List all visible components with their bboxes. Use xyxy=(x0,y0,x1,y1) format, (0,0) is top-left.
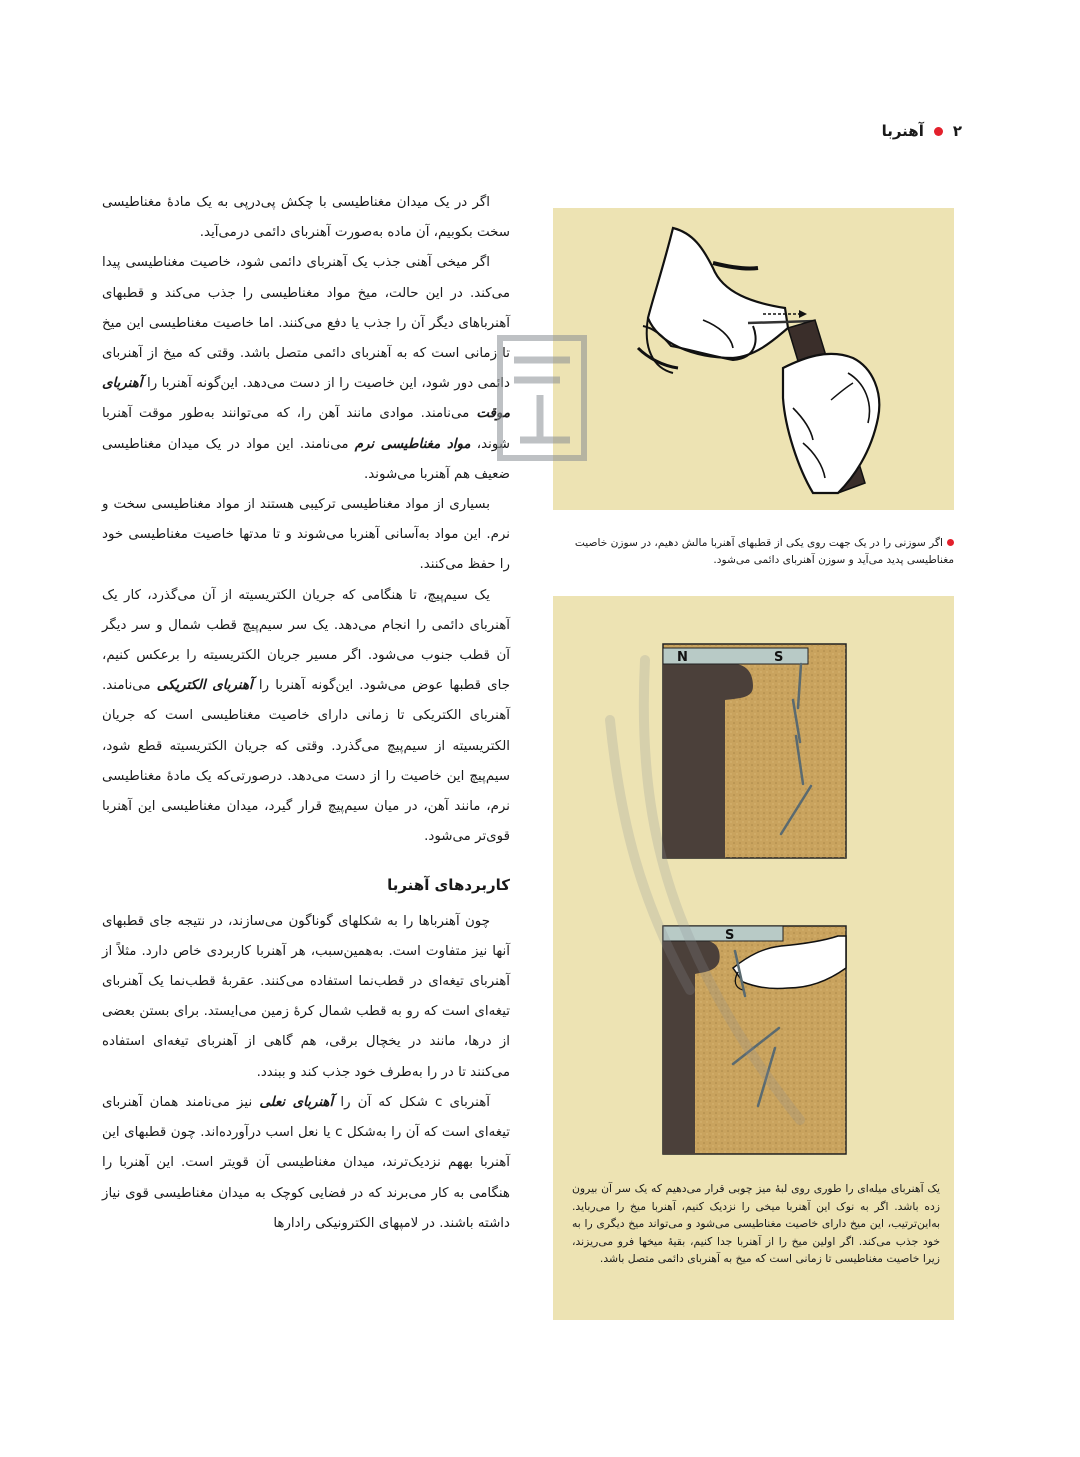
red-dot-icon xyxy=(934,127,943,136)
red-dot-icon xyxy=(947,539,954,546)
pole-s-label: S xyxy=(774,650,784,665)
page-header xyxy=(882,122,962,140)
page-number: ۲ xyxy=(952,122,962,140)
pole-s-label: S xyxy=(725,928,735,943)
term-soft-magnetic: مواد مغناطیسی نرم xyxy=(354,436,471,452)
paragraph: اگر میخی آهنی جذب یک آهنربای دائمی شود، خاصیت مغناطیسی پیدا می‌کند. در این حالت، میخ مواد مغناطیسی را جذب می‌کند و قطبهای آهنرباهای دیگر آن را جذب یا دفع می‌کنند. اما خاصیت مغناطیسی این میخ تا زمانی است که به آهنربای دائمی متصل باشد. وقتی که میخ از آهنربای دائمی دور شود، این خاصیت را از دست می‌دهد. این‌گونه آهنربا را آهنربای موقت می‌نامند. موادی مانند آهن را، که می‌توانند به‌طور موقت آهنربا شوند، مواد مغناطیسی نرم می‌نامند. این مواد در یک میدان مغناطیسی ضعیف هم آهنربا می‌شوند. xyxy=(102,255,510,482)
figure-needle-magnet xyxy=(553,208,954,510)
paragraph: بسیاری از مواد مغناطیسی ترکیبی هستند از مواد مغناطیسی سخت و نرم. این مواد به‌آسانی آهنربا می‌شوند و تا مدتها خاصیت مغناطیسی خود را حفظ می‌کنند. xyxy=(102,497,510,573)
term-electromagnet: آهنربای الکتریکی xyxy=(156,678,253,694)
term-horseshoe: آهنربای نعلی xyxy=(259,1094,334,1110)
figure-caption-2: یک آهنربای میله‌ای را طوری روی لبهٔ میز چوبی قرار می‌دهیم که یک سر آن بیرون زده باشد. اگر به نوک این آهنربا میخی را نزدیک کنیم، آهنربا میخ را می‌رباید. به‌این‌ترتیب، این میخ دارای خاصیت مغناطیسی می‌شود و می‌تواند میخ دیگری را به خود جذب می‌کند. اگر اولین میخ را از آهنربا جدا کنیم، بقیهٔ میخها فرو می‌ریزند، زیرا خاصیت مغناطیسی تا زمانی است که میخ به آهنربای دائمی متصل باشد. xyxy=(572,1182,940,1266)
chapter-title: آهنربا xyxy=(881,122,924,140)
body-text xyxy=(102,188,510,1239)
paragraph: اگر در یک میدان مغناطیسی با چکش پی‌درپی به یک مادهٔ مغناطیسی سخت بکوبیم، آن ماده به‌صورت آهنربای دائمی درمی‌آید. xyxy=(102,195,510,241)
figure-caption-1: اگر سوزنی را در یک جهت روی یکی از قطبهای آهنربا مالش دهیم، در سوزن خاصیت مغناطیسی پدید می‌آید و سوزن آهنربای دائمی می‌شود. xyxy=(574,537,954,566)
paragraph: یک سیم‌پیچ، تا هنگامی که جریان الکتریسیته از آن می‌گذرد، کار یک آهنربای دائمی را انجام می‌دهد. یک سر سیم‌پیچ قطب شمال و سر دیگر آن قطب جنوب می‌شود. اگر مسیر جریان الکتریسیته را برعکس کنیم، جای قطبها عوض می‌شود. این‌گونه آهنربا را آهنربای الکتریکی می‌نامند. آهنربای الکتریکی تا زمانی دارای خاصیت مغناطیسی است که جریان الکتریسیته از سیم‌پیچ می‌گذرد. وقتی که جریان الکتریسیته قطع شود، سیم‌پیچ این خاصیت را از دست می‌دهد. درصورتی‌که یک مادهٔ مغناطیسی نرم، مانند آهن، در میان سیم‌پیچ قرار گیرد، میدان مغناطیسی این آهنربا قوی‌تر می‌شود. xyxy=(102,587,511,845)
paragraph: آهنربای c شکل که آن را آهنربای نعلی نیز می‌نامند همان آهنربای تیغه‌ای است که آن را به‌شکل c یا نعل اسب درآورده‌اند. چون قطبهای این آهنربا بههم نزدیک‌ترند، میدان مغناطیسی آن قویتر است. این آهنربا را هنگامی به کار می‌برند که در فضایی کوچک به میدان مغناطیسی قوی نیاز داشته باشند. در لامپهای الکترونیکی رادارها xyxy=(102,1094,510,1231)
hand-needle-illustration xyxy=(553,208,954,510)
term-temporary-magnet: آهنربای موقت xyxy=(102,376,510,422)
paragraph: چون آهنرباها را به شکلهای گوناگون می‌سازند، در نتیجه جای قطبهای آنها نیز متفاوت است. به‌همین‌سبب، هر آهنربا کاربردی خاص دارد. مثلاً از آهنربای تیغه‌ای در قطب‌نما استفاده می‌کنند. عقربهٔ قطب‌نما یک آهنربای تیغه‌ای است که رو به قطب شمال کرهٔ زمین می‌ایستد. برای بستن بعضی از درها، مانند در یخچال برقی، هم گاهی از آهنربای تیغه‌ای استفاده می‌کنند تا در را به‌طرف خود جذب کند و ببندد. xyxy=(102,913,510,1080)
section-heading: کاربردهای آهنربا xyxy=(387,876,510,895)
pole-n-label: N xyxy=(677,650,688,665)
